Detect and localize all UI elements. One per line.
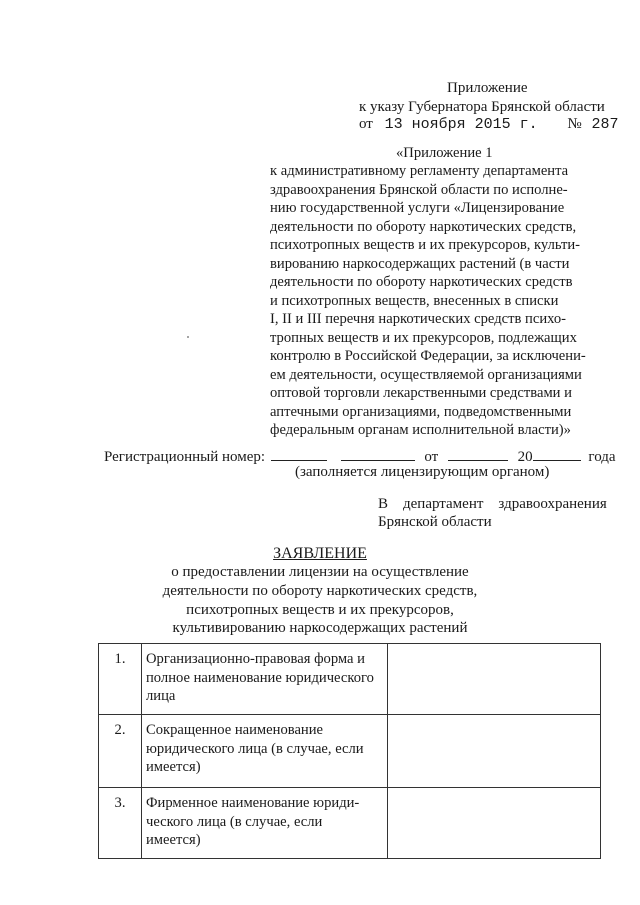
decree-date-line	[359, 115, 618, 134]
annex-line: контролю в Российской Федерации, за исключени-	[270, 348, 586, 364]
registration-year-suffix: года	[588, 449, 616, 465]
row-label-line: имеется)	[146, 832, 201, 848]
annex-line: здравоохранения Брянской области по исполне-	[270, 182, 568, 198]
row-number: 3.	[99, 788, 142, 859]
registration-from-label: от	[424, 449, 439, 465]
annex-line: тропных веществ и их прекурсоров, подлежащих	[270, 330, 577, 346]
appendix-title: Приложение	[447, 80, 528, 96]
decree-reference: к указу Губернатора Брянской области	[359, 99, 605, 115]
title-line: психотропных веществ и их прекурсоров,	[186, 602, 454, 618]
annex-line: ем деятельности, осуществляемой организациями	[270, 367, 582, 383]
row-value-cell[interactable]	[388, 644, 601, 715]
row-value-cell[interactable]	[388, 715, 601, 788]
annex-line: психотропных веществ и их прекурсоров, культи-	[270, 237, 581, 253]
row-label-line: имеется)	[146, 759, 201, 775]
row-label-line: Организационно-правовая форма и	[146, 651, 365, 667]
annex-line: аптечными организациями, подведомственными	[270, 404, 572, 420]
annex-line: вированию наркосодержащих растений (в части	[270, 256, 570, 272]
row-label-line: Сокращенное наименование	[146, 722, 324, 738]
annex-line: оптовой торговли лекарственными средствами и	[270, 385, 572, 401]
row-label-line: Фирменное наименование юриди-	[146, 795, 360, 811]
row-label-line: ческого лица (в случае, если	[146, 813, 323, 830]
registration-year-prefix: 20	[517, 449, 533, 465]
row-label-line: юридического лица (в случае, если	[146, 740, 364, 757]
registration-label: Регистрационный номер:	[104, 449, 266, 465]
table-row	[99, 644, 601, 715]
annex-line: деятельности по обороту наркотических средств	[270, 274, 573, 290]
registration-note: (заполняется лицензирующим органом)	[295, 464, 550, 480]
document-heading: ЗАЯВЛЕНИЕ	[273, 545, 367, 562]
annex-line: нию государственной услуги «Лицензирование	[270, 200, 565, 216]
registration-year-blank[interactable]	[533, 446, 581, 461]
annex-line: и психотропных веществ, внесенных в списки	[270, 293, 559, 309]
row-number: 2.	[99, 715, 142, 788]
scan-speck	[187, 336, 189, 338]
number-sign: №	[567, 116, 582, 132]
annex-line: I, II и III перечня наркотических средств психо-	[270, 311, 567, 327]
table-row	[99, 788, 601, 859]
title-line: о предоставлении лицензии на осуществление	[171, 564, 469, 580]
addressee-line-2: Брянской области	[378, 514, 492, 530]
title-line: культивированию наркосодержащих растений	[172, 620, 468, 636]
row-label	[142, 715, 388, 788]
registration-number-blank[interactable]	[271, 446, 327, 461]
annex-line: к административному регламенту департамента	[270, 163, 569, 179]
title-line: деятельности по обороту наркотических средств,	[162, 583, 478, 599]
row-label	[142, 644, 388, 715]
annex-line: «Приложение 1	[396, 145, 493, 161]
registration-line	[104, 446, 616, 466]
row-value-cell[interactable]	[388, 788, 601, 859]
registration-day-blank[interactable]	[448, 446, 508, 461]
decree-number: 287	[591, 116, 619, 133]
row-label	[142, 788, 388, 859]
addressee-line: В департамент здравоохранения	[378, 496, 607, 512]
row-label-line: полное наименование юридического	[146, 669, 374, 686]
table-row	[99, 715, 601, 788]
row-number: 1.	[99, 644, 142, 715]
annex-line: федеральным органам исполнительной власти)»	[270, 422, 571, 438]
annex-line: деятельности по обороту наркотических средств,	[270, 219, 577, 235]
application-form-table	[98, 643, 601, 859]
decree-date: 13 ноября 2015 г.	[384, 116, 538, 133]
registration-number-blank-2[interactable]	[341, 446, 415, 461]
from-label: от	[359, 116, 373, 132]
row-label-line: лица	[146, 688, 176, 704]
